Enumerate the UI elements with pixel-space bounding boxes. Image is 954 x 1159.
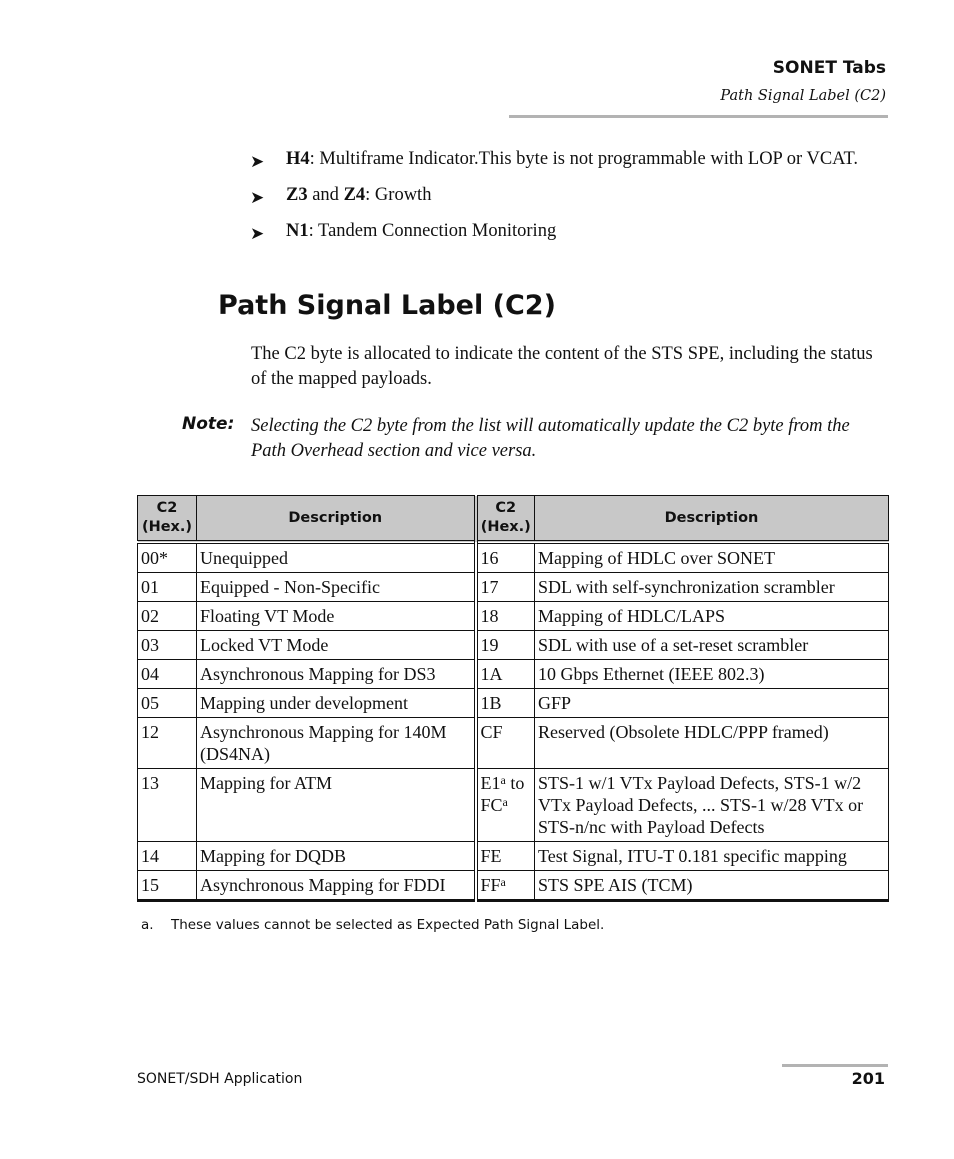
arrowhead-bullet-icon: ➤ [250,152,265,171]
bullet-desc: : Multiframe Indicator.This byte is not programmable with LOP or VCAT. [309,149,859,169]
description-cell: Mapping of HDLC over SONET [535,542,889,573]
bullet-item [250,183,870,208]
c2-code-cell: 04 [138,660,197,689]
description-cell: SDL with use of a set-reset scrambler [535,631,889,660]
table-footnote [141,917,604,933]
footnote-text: These values cannot be selected as Expected Path Signal Label. [171,917,605,933]
description-cell: Locked VT Mode [197,631,476,660]
description-cell: Reserved (Obsolete HDLC/PPP framed) [535,718,889,769]
bullet-item [250,219,870,244]
c2-code-cell: 14 [138,842,197,871]
description-cell: Unequipped [197,542,476,573]
c2-code-cell [476,631,535,660]
bullet-term: Z4 [343,185,366,205]
table-row [138,602,889,631]
section-paragraph: The C2 byte is allocated to indicate the content of the STS SPE, including the status of the mapped payloads. [251,344,873,389]
running-header-subtitle: Path Signal Label (C2) [720,88,886,104]
description-cell: Mapping for ATM [197,769,476,842]
column-header-description: Description [535,496,889,543]
c2-code-cell [476,602,535,631]
table-row [138,573,889,602]
bullet-desc: : Growth [365,185,432,205]
bullet-item [250,147,870,172]
c2-code-cell: 00* [138,542,197,573]
c2-code: 1A [480,664,503,684]
description-cell: Floating VT Mode [197,602,476,631]
c2-values-table [137,495,889,902]
c2-code: 17 [480,577,499,597]
c2-code-cell: 01 [138,573,197,602]
footnote-ref: a [502,795,508,809]
table-row [138,842,889,871]
bullet-desc: : Tandem Connection Monitoring [308,221,557,241]
c2-code-cell: 15 [138,871,197,901]
description-cell: Equipped - Non-Specific [197,573,476,602]
note-label: Note: [182,414,235,434]
table-row [138,718,889,769]
table-row [138,769,889,842]
c2-code-cell: 02 [138,602,197,631]
c2-code-cell [476,718,535,769]
description-cell: Asynchronous Mapping for DS3 [197,660,476,689]
description-cell: 10 Gbps Ethernet (IEEE 802.3) [535,660,889,689]
note-text: Selecting the C2 byte from the list will automatically update the C2 byte from the Path Overhead section and vice versa. [251,416,850,461]
c2-code: CF [480,722,503,742]
c2-code-cell: 03 [138,631,197,660]
description-cell: Mapping for DQDB [197,842,476,871]
table-row [138,631,889,660]
running-header-title: SONET Tabs [772,58,886,78]
column-header-c2: C2 (Hex.) [138,496,197,543]
description-cell: STS-1 w/1 VTx Payload Defects, STS-1 w/2 VTx Payload Defects, ... STS-1 w/28 VTx or STS-n/nc with Payload Defects [535,769,889,842]
c2-code-cell [476,769,535,842]
c2-code-cell [476,573,535,602]
table-row [138,871,889,901]
description-cell: STS SPE AIS (TCM) [535,871,889,901]
table-row [138,542,889,573]
arrowhead-bullet-icon: ➤ [250,224,265,243]
description-cell: Test Signal, ITU-T 0.181 specific mapping [535,842,889,871]
bullet-term: H4 [286,149,310,169]
c2-code-cell: 12 [138,718,197,769]
c2-code: 1B [480,693,502,713]
description-cell: Mapping under development [197,689,476,718]
footnote-mark: a. [141,917,154,933]
table-header-row [138,496,889,543]
header-rule [509,115,888,118]
c2-code-range: to FC [480,773,525,815]
description-cell: Asynchronous Mapping for FDDI [197,871,476,901]
description-cell: SDL with self-synchronization scrambler [535,573,889,602]
footnote-ref: a [500,773,506,787]
c2-code: 19 [480,635,499,655]
section-title: Path Signal Label (C2) [218,290,556,321]
column-header-c2: C2 (Hex.) [476,496,535,543]
footer-rule [782,1064,888,1067]
c2-code-cell [476,689,535,718]
c2-code-cell [476,660,535,689]
footnote-ref: a [500,875,506,889]
page-number: 201 [851,1069,885,1088]
table-row [138,660,889,689]
c2-code-cell [476,871,535,901]
c2-code-cell [476,542,535,573]
c2-code-cell: 13 [138,769,197,842]
column-header-description: Description [197,496,476,543]
c2-code: FE [480,846,502,866]
c2-code: FF [480,875,501,895]
bullet-list [250,147,870,255]
c2-code-cell [476,842,535,871]
c2-code: 18 [480,606,499,626]
table-row [138,689,889,718]
c2-code-cell: 05 [138,689,197,718]
bullet-text [286,147,870,172]
arrowhead-bullet-icon: ➤ [250,188,265,207]
bullet-term: Z3 [286,185,308,205]
bullet-term: N1 [286,221,309,241]
description-cell: Mapping of HDLC/LAPS [535,602,889,631]
bullet-desc: and [307,185,344,205]
c2-code: E1 [480,773,501,793]
description-cell: Asynchronous Mapping for 140M (DS4NA) [197,718,476,769]
c2-code: 16 [480,548,499,568]
bullet-text [286,219,870,244]
description-cell: GFP [535,689,889,718]
bullet-text [286,183,870,208]
footer-doc-title: SONET/SDH Application [137,1071,303,1087]
